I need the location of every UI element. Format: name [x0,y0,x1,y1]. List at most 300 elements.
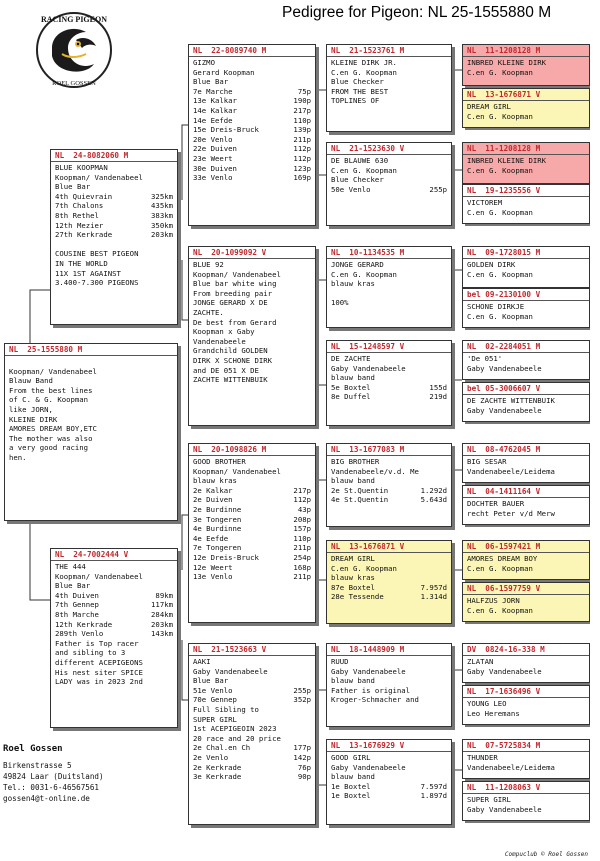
info-line: Vandenabeele [193,336,246,346]
info-line: DOCHTER BAUER [467,499,525,508]
result-row [193,154,311,164]
dam-dam-body [189,656,315,783]
dsd-card[interactable] [326,540,452,624]
result-value: 143km [151,629,173,639]
ddd-body [327,752,451,802]
result-row [193,543,311,553]
g14-card[interactable] [462,685,590,725]
footer-credit: Compuclub © Roel Gossen [504,851,588,858]
racing-pigeon-logo [34,10,114,90]
g5-card[interactable] [462,246,590,288]
result-value: 211p [293,543,311,553]
result-row [331,185,447,195]
result-race: 1e Boxtel [331,781,371,791]
result-row [193,116,311,126]
result-race: 14e Eefde [193,115,233,125]
result-race: 3e Tongeren [193,514,242,524]
result-value: 112p [293,144,311,154]
g12-card[interactable] [462,582,590,622]
g13-ring: DV 0824-16-338 M [463,644,589,656]
info-line: of C. & G. Koopman [9,395,89,405]
g8-body [463,395,589,416]
info-line: C.en G. Koopman [467,165,533,175]
g10-ring: NL 04-1411164 V [463,486,589,498]
info-line: KLEINE DIRK [9,414,58,424]
result-row [193,486,311,496]
info-line: SCHONE DIRKJE [467,302,525,311]
dds-card[interactable] [326,643,452,727]
sds-card[interactable] [326,246,452,328]
result-race: 2e Burdinne [193,504,242,514]
note-line: 11X 1ST AGAINST [55,268,121,278]
result-value: 110p [293,533,311,543]
result-race: 22e Duiven [193,144,237,154]
result-value: 255p [429,184,447,194]
sire-sire-card[interactable] [188,44,316,226]
info-line: JONGE GERARD X DE [193,298,268,308]
result-row [193,743,311,753]
result-row [193,524,311,534]
note-line: Father is Top racer [55,638,139,648]
result-race: 2e Kalkar [193,485,233,495]
result-race: 51e Venlo [193,685,233,695]
g10-card[interactable] [462,485,590,525]
g12-ring: NL 06-1597759 V [463,583,589,595]
result-value: 5.643d [420,495,447,505]
g5-body [463,259,589,280]
sire-sire-body [189,57,315,184]
info-line: FROM THE BEST [331,86,389,96]
info-line: Vandenabeele/Leidema [467,466,555,476]
result-race: 13e Kalkar [193,96,237,106]
result-race: 3e Kerkrade [193,772,242,782]
g10-body [463,498,589,519]
dss-ring: NL 13-1677083 M [327,444,451,456]
info-line: blauw band [331,476,375,486]
result-value: 190p [293,96,311,106]
g4-card[interactable] [462,184,590,224]
result-row [193,553,311,563]
info-line: Gaby Vandenabeele [193,666,268,676]
info-line: RUUD [331,657,349,666]
result-value: 208p [293,514,311,524]
sire-sire-ring: NL 22-8089740 M [189,45,315,57]
result-row [193,87,311,97]
sdd-card[interactable] [326,340,452,426]
g14-body [463,698,589,719]
result-race: 2e St.Quentin [331,485,389,495]
info-line: blauw band [331,373,375,383]
dam-card[interactable] [50,548,178,728]
g11-body [463,553,589,574]
note-line: COUSINE BEST PIGEON [55,249,139,259]
dds-body [327,656,451,706]
gen5-pair-5 [462,443,590,527]
result-value: 254p [293,552,311,562]
owner-phone: Tel.: 0031-6-46567561 [3,783,100,792]
result-race: 12th Kerkrade [55,619,113,629]
result-race: 8th Marche [55,609,99,619]
g1-card[interactable] [462,44,590,86]
info-line: C.en G. Koopman [467,67,533,77]
result-race: 27th Kerkrade [55,230,113,240]
result-value: 75p [297,86,311,96]
info-line: Grandchild GOLDEN [193,346,268,356]
result-value: 123p [293,163,311,173]
info-line: AAKI [193,657,211,666]
result-row [193,125,311,135]
info-line: GOLDEN DIRK [467,260,516,269]
result-row [193,753,311,763]
result-row [193,686,311,696]
ddd-card[interactable] [326,739,452,825]
g15-body [463,752,589,773]
info-line: C.en G. Koopman [331,165,397,175]
note-line: SUPER GIRL [193,714,237,724]
result-value: 217p [293,485,311,495]
result-row [193,495,311,505]
info-line: JONGE GERARD [331,260,384,269]
sire-body [51,162,177,289]
result-value: 157p [293,524,311,534]
result-race: 50e Venlo [331,184,371,194]
dsd-body [327,553,451,603]
info-line: Blauw Band [9,376,53,386]
dam-sire-body [189,456,315,583]
g2-card[interactable] [462,88,590,128]
result-race: 2e Venlo [193,752,229,762]
result-race: 2e Duiven [193,495,233,505]
info-line: Koopman/ Vandenabeel [9,366,97,376]
result-value: 76p [297,762,311,772]
info-line: DIRK X SCHONE DIRK [193,355,273,365]
gen5-pair-4 [462,340,590,424]
g6-body [463,301,589,322]
g7-card[interactable] [462,340,590,380]
dss-card[interactable] [326,443,452,527]
info-line: GOOD GIRL [331,753,371,762]
result-race: 7th Gennep [55,600,99,610]
info-line: BLUE 92 [193,260,224,269]
ssd-body [327,155,451,195]
result-row [193,763,311,773]
subject-body [5,356,177,464]
info-line: a very good racing [9,443,89,453]
result-race: 4e St.Quentin [331,495,389,505]
g7-ring: NL 02-2284051 M [463,341,589,353]
result-value: 142p [293,752,311,762]
logo-bottom-text: ROEL GOSSEN [52,80,96,87]
result-race: 20e Venlo [193,134,233,144]
result-row [55,201,173,211]
result-row [55,629,173,639]
result-value: 177p [293,743,311,753]
g13-body [463,656,589,677]
result-race: 12th Mezier [55,220,104,230]
info-line: THE 444 [55,562,86,571]
page-title: Pedigree for Pigeon: NL 25-1555880 M [282,4,552,21]
info-line: C.en G. Koopman [467,563,533,573]
result-row [193,695,311,705]
result-row [193,144,311,154]
result-row [193,173,311,183]
g6-ring: bel 09-2130100 V [463,289,589,301]
result-row [331,383,447,393]
info-line [331,289,447,299]
info-line: Blue Bar [55,581,91,591]
result-value: 1.292d [420,485,447,495]
dam-sire-card[interactable] [188,443,316,623]
result-race: 1e Boxtel [331,791,371,801]
info-line: KLEINE DIRK JR. [331,58,397,67]
info-line: Vandenabeele/v.d. Me [331,466,419,476]
sdd-ring: NL 15-1248597 V [327,341,451,353]
dam-ring: NL 24-7002444 V [51,549,177,561]
g6-card[interactable] [462,288,590,328]
note-line: different ACEPIGEONS [55,657,143,667]
g2-body [463,101,589,122]
gen5-pair-7 [462,643,590,727]
info-line: Leo Heremans [467,708,520,718]
result-race: 13e Venlo [193,572,233,582]
g14-ring: NL 17-1636496 V [463,686,589,698]
info-line: VICTOREM [467,198,503,207]
g1-ring: NL 11-1208128 M [463,45,589,57]
ssd-card[interactable] [326,142,452,226]
result-row [331,791,447,801]
result-row [55,620,173,630]
sire-card[interactable] [50,149,178,325]
info-line: ZACHTE WITTENBUIK [193,375,268,385]
note-line: IN THE WORLD [55,258,108,268]
g4-ring: NL 19-1235556 V [463,185,589,197]
result-row [193,164,311,174]
result-value: 110p [293,115,311,125]
result-race: 4th Quievrain [55,191,113,201]
logo-top-text: RACING PIGEON [40,15,108,24]
info-line: C.en G. Koopman [467,111,533,121]
info-line: BLUE KOOPMAN [55,163,108,172]
result-row [193,505,311,515]
ssd-ring: NL 21-1523630 V [327,143,451,155]
result-race: 8e Duffel [331,392,371,402]
result-row [55,600,173,610]
subject-ring: NL 25-1555880 M [5,344,177,356]
info-line: DREAM GIRL [467,102,511,111]
result-value: 112p [293,153,311,163]
info-line: C.en G. Koopman [331,269,397,279]
result-value: 325km [151,191,173,201]
result-row [193,534,311,544]
result-row [55,591,173,601]
info-line: HALFZUS JORN [467,596,520,605]
result-value: 352p [293,695,311,705]
g8-card[interactable] [462,382,590,422]
result-race: 33e Venlo [193,173,233,183]
g16-card[interactable] [462,781,590,821]
g11-ring: NL 06-1597421 M [463,541,589,553]
dss-body [327,456,451,506]
info-line: AMORES DREAM BOY [467,554,538,563]
g4-body [463,197,589,218]
result-row [331,495,447,505]
info-line: Gaby Vandenabeele [467,363,542,373]
g15-ring: NL 07-5725834 M [463,740,589,752]
result-value: 211p [293,134,311,144]
result-race: 14e Kalkar [193,105,237,115]
g9-card[interactable] [462,443,590,483]
info-line: C.en G. Koopman [467,311,533,321]
info-line: TOPLINES OF [331,96,380,106]
result-race: 12e Weert [193,562,233,572]
info-line: hen. [9,452,27,462]
info-line: Blue bar white wing [193,279,277,289]
result-row [55,211,173,221]
info-line: ZACHTE. [193,307,224,317]
owner-name: Roel Gossen [3,744,63,754]
sire-dam-card[interactable] [188,246,316,426]
info-line: Gaby Vandenabeele [331,666,406,676]
dam-dam-ring: NL 21-1523663 V [189,644,315,656]
result-race: 87e Boxtel [331,582,375,592]
subject-card[interactable] [4,343,178,521]
info-line: Gaby Vandenabeele [331,762,406,772]
info-line: THUNDER [467,753,498,762]
info-line: Father is original [331,685,411,695]
info-line: YOUNG LEO [467,699,507,708]
gen5-pair-1 [462,44,590,130]
info-line: From the best lines [9,385,93,395]
info-line: Gaby Vandenabeele [467,666,542,676]
result-value: 211p [293,572,311,582]
result-value: 112p [293,495,311,505]
info-line: blauw kras [331,573,375,583]
g16-ring: NL 11-1208063 V [463,782,589,794]
sds-ring: NL 10-1134535 M [327,247,451,259]
g3-ring: NL 11-1208128 M [463,143,589,155]
g3-body [463,155,589,176]
result-race: 15e Dreis-Bruck [193,125,259,135]
note-line: and sibling to 3 [55,648,126,658]
note-line: LADY was in 2023 2nd [55,677,143,687]
result-race: 7e Tongeren [193,543,242,553]
result-row [193,772,311,782]
info-line: BIG BROTHER [331,457,380,466]
info-line: C.en G. Koopman [331,563,397,573]
g15-card[interactable] [462,739,590,779]
info-line: ZLATAN [467,657,494,666]
info-line: blauw kras [331,279,375,289]
info-line: C.en G. Koopman [467,605,533,615]
result-value: 43p [297,504,311,514]
sds-body [327,259,451,309]
info-line: From breeding pair [193,288,273,298]
g5-ring: NL 09-1728015 M [463,247,589,259]
info-line: Blue Bar [55,182,91,192]
result-row [193,135,311,145]
info-line: Koopman/ Vandenabeel [193,466,281,476]
info-line: Kroger-Schmacher and [331,695,419,705]
result-value: 284km [151,609,173,619]
note-line: His nest siter SPICE [55,667,143,677]
gen5-pair-8 [462,739,590,823]
result-value: 383km [151,210,173,220]
g3-card[interactable] [462,142,590,184]
info-line [9,357,173,367]
note-line: Full Sibling to [193,704,259,714]
info-line: recht Peter v/d Merw [467,508,555,518]
result-race: 4e Burdinne [193,524,242,534]
info-line: SUPER GIRL [467,795,511,804]
result-value: 117km [151,600,173,610]
info-line: Vandenabeele/Leidema [467,762,555,772]
g8-ring: bel 05-3006607 V [463,383,589,395]
owner-address1: Birkenstrasse 5 [3,761,72,770]
sss-card[interactable] [326,44,452,132]
result-race: 5e Boxtel [331,382,371,392]
info-line: DE ZACHTE [331,354,371,363]
g9-ring: NL 08-4762045 M [463,444,589,456]
g11-card[interactable] [462,540,590,580]
sdd-body [327,353,451,403]
owner-info [3,744,104,804]
result-race: 70e Gennep [193,695,237,705]
note-line [55,240,173,250]
result-value: 1.897d [420,791,447,801]
info-line: De best from Gerard [193,317,277,327]
result-race: 30e Duiven [193,163,237,173]
note-line: 1st ACEPIGEOIN 2023 [193,724,277,734]
result-race: 289th Venlo [55,629,104,639]
info-line: C.en G. Koopman [467,207,533,217]
result-row [55,192,173,202]
info-line: blauw band [331,772,375,782]
result-value: 155d [429,382,447,392]
info-line: Blue Checker [331,175,384,185]
result-value: 139p [293,125,311,135]
info-line: 100% [331,298,349,308]
result-row [193,515,311,525]
result-value: 255p [293,685,311,695]
result-race: 12e Dreis-Bruck [193,552,259,562]
result-value: 89km [155,590,173,600]
info-line: Gerard Koopman [193,67,255,77]
gen5-pair-2 [462,142,590,226]
dsd-ring: NL 13-1676871 V [327,541,451,553]
ddd-ring: NL 13-1676929 V [327,740,451,752]
result-race: 7th Chalons [55,201,104,211]
info-line: like JORN, [9,404,53,414]
dam-dam-card[interactable] [188,643,316,825]
result-row [55,610,173,620]
info-line: DREAM GIRL [331,554,375,563]
result-race: 7e Marche [193,86,233,96]
info-line: GOOD BROTHER [193,457,246,466]
result-row [193,96,311,106]
g13-card[interactable] [462,643,590,683]
result-value: 203km [151,230,173,240]
info-line: C.en G. Koopman [467,269,533,279]
result-value: 168p [293,562,311,572]
gen5-pair-3 [462,246,590,330]
result-row [331,486,447,496]
info-line: Koopman x Gaby [193,327,255,337]
owner-email[interactable]: gossen4@t-online.de [3,794,90,803]
note-line: 3.400-7.300 PIGEONS [55,278,139,288]
info-line: Blue Checker [331,77,384,87]
result-value: 203km [151,619,173,629]
result-value: 219d [429,392,447,402]
